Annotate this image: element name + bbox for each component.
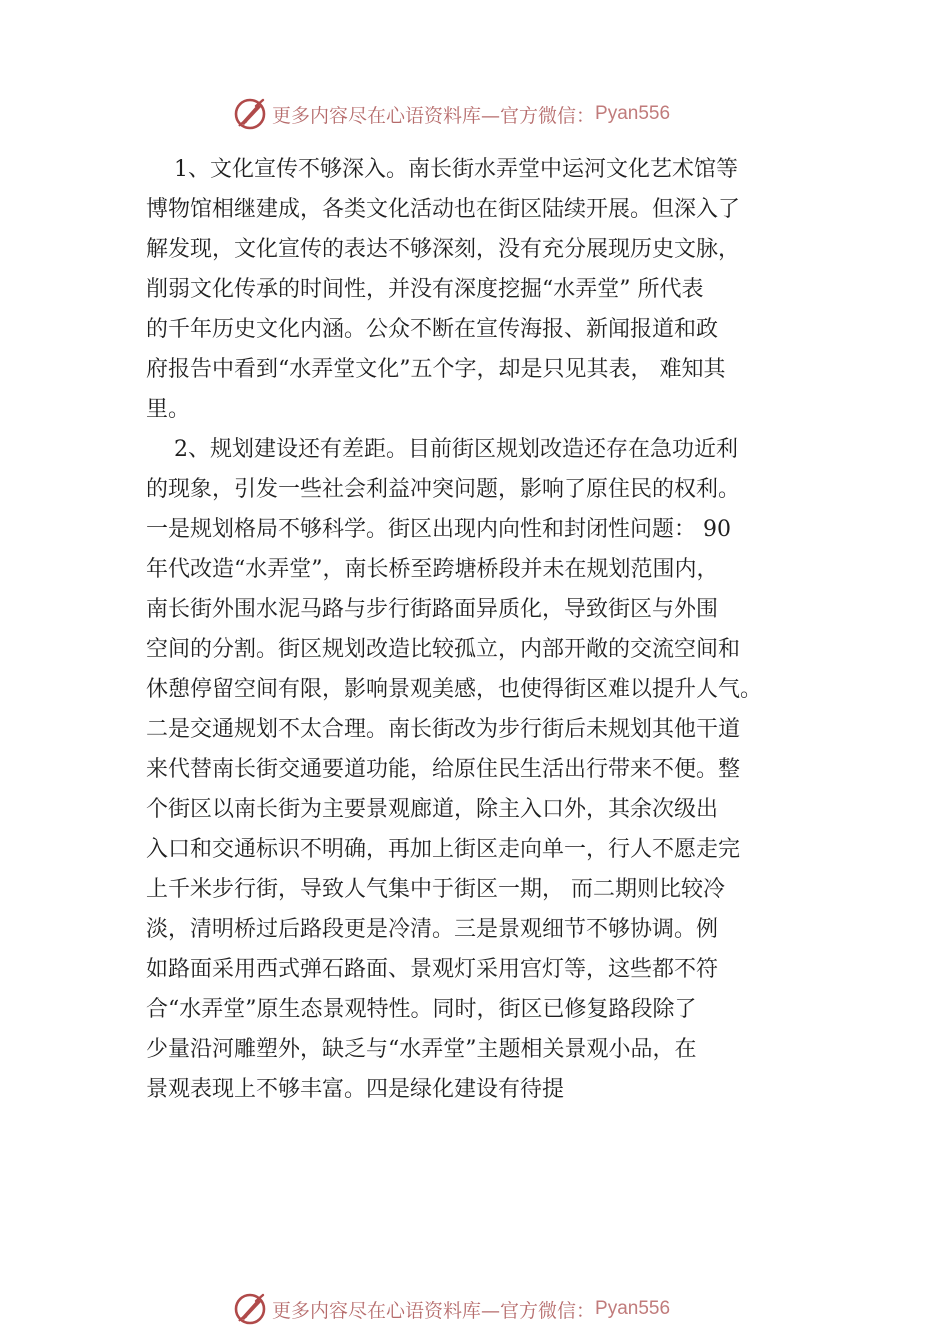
text-line: 个街区以南长街为主要景观廊道，除主入口外，其余次级出: [146, 797, 719, 822]
watermark-text: 更多内容尽在心语资料库—官方微信：: [272, 104, 596, 127]
paragraph-list: [146, 150, 836, 1110]
text-line: 如路面采用西式弹石路面、景观灯采用宫灯等，这些都不符: [146, 957, 719, 982]
header-watermark: [232, 96, 670, 132]
text-line: 的千年历史文化内涵。公众不断在宣传海报、新闻报道和政: [146, 317, 719, 342]
text-line: 削弱文化传承的时间性，并没有深度挖掘“水弄堂” 所代表: [146, 277, 704, 302]
text-line: 来代替南长街交通要道功能，给原住民生活出行带来不便。整: [146, 757, 741, 782]
watermark-text: 更多内容尽在心语资料库—官方微信：: [272, 1299, 596, 1322]
watermark-wechat-id: Pyan556: [595, 1298, 671, 1319]
text-line: 府报告中看到“水弄堂文化”五个字，却是只见其表， 难知其: [146, 357, 726, 382]
text-line: 博物馆相继建成，各类文化活动也在街区陆续开展。但深入了: [146, 197, 741, 222]
paragraph: [146, 430, 836, 1110]
text-line: 的现象，引发一些社会利益冲突问题，影响了原住民的权利。: [146, 477, 741, 502]
quill-logo-icon: [232, 96, 268, 132]
text-line: 解发现，文化宣传的表达不够深刻，没有充分展现历史文脉，: [146, 237, 741, 262]
text-line: 二是交通规划不太合理。南长街改为步行街后未规划其他干道: [146, 717, 741, 742]
watermark-wechat-id: Pyan556: [595, 103, 671, 124]
document-body: [146, 150, 836, 1110]
footer-watermark: [232, 1291, 670, 1327]
text-line: 南长街外围水泥马路与步行街路面异质化，导致街区与外围: [146, 597, 719, 622]
text-line: 1、文化宣传不够深入。南长街水弄堂中运河文化艺术馆等: [146, 157, 738, 182]
quill-logo-icon: [232, 1291, 268, 1327]
paragraph: [146, 150, 836, 430]
text-line: 年代改造“水弄堂”，南长桥至跨塘桥段并未在规划范围内，: [146, 557, 719, 582]
text-line: 景观表现上不够丰富。四是绿化建设有待提: [146, 1077, 565, 1102]
text-line: 上千米步行街，导致人气集中于街区一期， 而二期则比较冷: [146, 877, 725, 902]
text-line: 合“水弄堂”原生态景观特性。同时，街区已修复路段除了: [146, 997, 697, 1022]
text-line: 2、规划建设还有差距。目前街区规划改造还存在急功近利: [146, 437, 738, 462]
text-line: 入口和交通标识不明确，再加上街区走向单一，行人不愿走完: [146, 837, 741, 862]
text-line: 休憩停留空间有限，影响景观美感，也使得街区难以提升人气。: [146, 677, 763, 702]
text-line: 少量沿河雕塑外，缺乏与“水弄堂”主题相关景观小品，在: [146, 1037, 697, 1062]
text-line: 淡，清明桥过后路段更是冷清。三是景观细节不够协调。例: [146, 917, 719, 942]
text-line: 空间的分割。街区规划改造比较孤立，内部开敞的交流空间和: [146, 637, 741, 662]
text-line: 里。: [146, 397, 191, 422]
text-line: 一是规划格局不够科学。街区出现内向性和封闭性问题： 90: [146, 517, 731, 542]
